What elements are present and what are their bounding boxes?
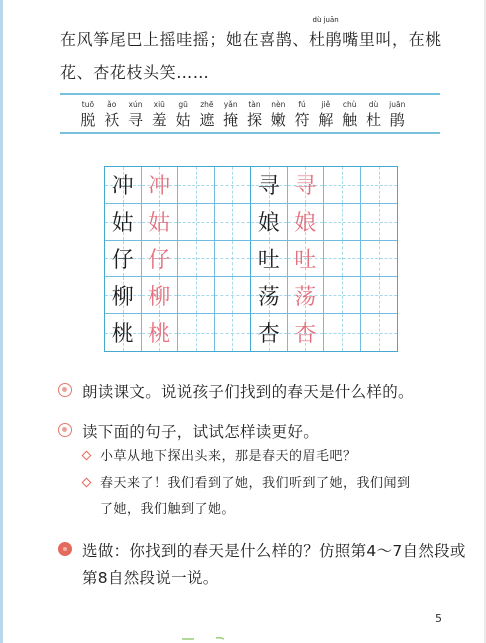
grid-character: 寻 (257, 174, 280, 200)
writing-practice-grid (104, 166, 398, 352)
grid-cell-empty (178, 241, 215, 278)
grid-cell-character (105, 167, 142, 204)
vocab-top-rule (60, 93, 440, 95)
vocab-pinyin: gū (178, 100, 188, 109)
diamond-bullet-icon (82, 478, 92, 488)
grid-cell-empty (361, 167, 398, 204)
grid-cell-empty (361, 241, 398, 278)
grid-cell-character (105, 204, 142, 241)
grid-character: 娘 (257, 211, 280, 237)
vocab-hanzi: 杜 (365, 111, 381, 129)
vocab-character (219, 99, 243, 129)
vocab-pinyin: nèn (271, 100, 286, 109)
vocab-hanzi: 解 (318, 111, 334, 129)
poem-line-2: 花、杏花枝头笑…… (60, 63, 210, 82)
grid-cell-empty (324, 204, 361, 241)
grid-cell-empty (178, 314, 215, 351)
vocab-hanzi: 触 (342, 111, 358, 129)
vocab-pinyin: tàn (248, 100, 261, 109)
vocab-pinyin: dù (368, 100, 379, 109)
diamond-bullet-icon (82, 451, 92, 461)
vocab-pinyin: ǎo (107, 100, 117, 109)
vocab-character (195, 99, 219, 129)
vocab-hanzi: 鹃 (389, 111, 405, 129)
vocab-pinyin: jiě (321, 100, 331, 109)
grid-character: 杏 (294, 322, 317, 348)
grid-character: 吐 (257, 247, 280, 273)
grid-cell-empty (324, 314, 361, 351)
vocab-character (124, 99, 148, 129)
vocab-character (76, 99, 100, 129)
grid-cell-character (105, 314, 142, 351)
exercise-1-text: 朗读课文。说说孩子们找到的春天是什么样的。 (82, 383, 414, 401)
grid-cell-character (142, 277, 179, 314)
vocab-hanzi: 探 (246, 111, 262, 129)
grid-character: 荡 (294, 284, 317, 310)
sentence-2-line-2: 了她，我们触到了她。 (100, 502, 236, 517)
grid-character: 吐 (294, 247, 317, 273)
exercise-2-text: 读下面的句子，试试怎样读更好。 (82, 423, 320, 441)
grid-cell-empty (361, 314, 398, 351)
grid-cell-character (288, 204, 325, 241)
vocab-character (171, 99, 195, 129)
vocab-hanzi: 脱 (80, 111, 96, 129)
vocab-character (362, 99, 386, 129)
vocab-character (385, 99, 409, 129)
grid-cell-character (288, 241, 325, 278)
grid-cell-empty (215, 314, 252, 351)
grid-character: 桃 (148, 322, 171, 348)
grid-character: 杏 (257, 322, 280, 348)
exercise-1-icon (58, 383, 72, 397)
grid-cell-empty (215, 204, 252, 241)
poem-line-1-b: 嘴里叫，在桃 (342, 30, 442, 49)
grid-cell-empty (215, 277, 252, 314)
vocab-pinyin: yǎn (223, 100, 238, 109)
grid-cell-character (105, 241, 142, 278)
grid-cell-character (251, 314, 288, 351)
vocab-character (147, 99, 171, 129)
grid-cell-character (105, 277, 142, 314)
grid-cell-character (288, 167, 325, 204)
vocab-pinyin: chù (342, 100, 357, 109)
grid-character: 姑 (148, 211, 171, 237)
grid-cell-character (251, 241, 288, 278)
exercise-3-line-2: 第8自然段说一说。 (82, 569, 219, 587)
vocab-character (338, 99, 362, 129)
vocab-pinyin: xún (128, 100, 143, 109)
vocab-hanzi: 寻 (127, 111, 143, 129)
page-bottom-scrap (180, 636, 240, 641)
exercise-3-line-1: 选做：你找到的春天是什么样的？仿照第4～7自然段或 (82, 542, 466, 560)
grid-character: 柳 (148, 284, 171, 310)
vocab-hanzi: 符 (294, 111, 310, 129)
grid-character: 仔 (148, 247, 171, 273)
grid-character: 柳 (111, 284, 134, 310)
vocab-hanzi: 姑 (175, 111, 191, 129)
grid-cell-empty (361, 277, 398, 314)
sentence-2-line-1: 春天来了！我们看到了她，我们听到了她，我们闻到 (100, 476, 411, 491)
vocab-hanzi: 袄 (104, 111, 120, 129)
grid-cell-character (142, 204, 179, 241)
vocab-pinyin: xiū (153, 100, 165, 109)
vocab-hanzi: 羞 (151, 111, 167, 129)
page-number: 5 (435, 612, 442, 625)
poem-line-1-a: 在风筝尾巴上摇哇摇；她在喜鹊、 (60, 30, 310, 49)
grid-cell-empty (324, 241, 361, 278)
grid-cell-character (251, 204, 288, 241)
grid-cell-empty (324, 167, 361, 204)
grid-cell-character (288, 314, 325, 351)
grid-character: 仔 (111, 247, 134, 273)
vocab-hanzi: 掩 (223, 111, 239, 129)
grid-cell-empty (178, 167, 215, 204)
ruby-dujuan (309, 16, 343, 50)
ruby-pinyin: dù juān (312, 16, 339, 24)
vocab-character (100, 99, 124, 129)
grid-cell-empty (178, 204, 215, 241)
grid-cell-character (142, 314, 179, 351)
grid-cell-empty (215, 241, 252, 278)
vocab-character (290, 99, 314, 129)
grid-cell-character (251, 167, 288, 204)
grid-cell-empty (215, 167, 252, 204)
grid-character: 冲 (111, 174, 134, 200)
grid-cell-character (142, 167, 179, 204)
vocab-hanzi: 遮 (199, 111, 215, 129)
grid-cell-empty (324, 277, 361, 314)
grid-cell-character (142, 241, 179, 278)
vocab-character (314, 99, 338, 129)
vocab-hanzi: 嫩 (270, 111, 286, 129)
grid-character: 寻 (294, 174, 317, 200)
vocab-pinyin: juān (389, 100, 406, 109)
exercise-2-icon (58, 423, 72, 437)
vocab-bottom-rule (60, 132, 440, 134)
grid-character: 娘 (294, 211, 317, 237)
exercise-3-icon (58, 542, 72, 556)
sentence-1: 小草从地下探出头来，那是春天的眉毛吧？ (100, 449, 357, 464)
grid-character: 姑 (111, 211, 134, 237)
grid-character: 荡 (257, 284, 280, 310)
grid-character: 冲 (148, 174, 171, 200)
new-characters-list (76, 99, 409, 129)
grid-cell-character (251, 277, 288, 314)
ruby-hanzi: 杜鹃 (309, 30, 343, 49)
left-margin-rail (0, 0, 3, 643)
vocab-pinyin: tuō (81, 100, 95, 109)
vocab-pinyin: fú (298, 100, 306, 109)
grid-cell-character (288, 277, 325, 314)
grid-cell-empty (361, 204, 398, 241)
vocab-pinyin: zhē (200, 100, 214, 109)
grid-cell-empty (178, 277, 215, 314)
poem-line-1 (60, 16, 442, 50)
grid-character: 桃 (111, 322, 134, 348)
vocab-character (266, 99, 290, 129)
vocab-character (243, 99, 267, 129)
